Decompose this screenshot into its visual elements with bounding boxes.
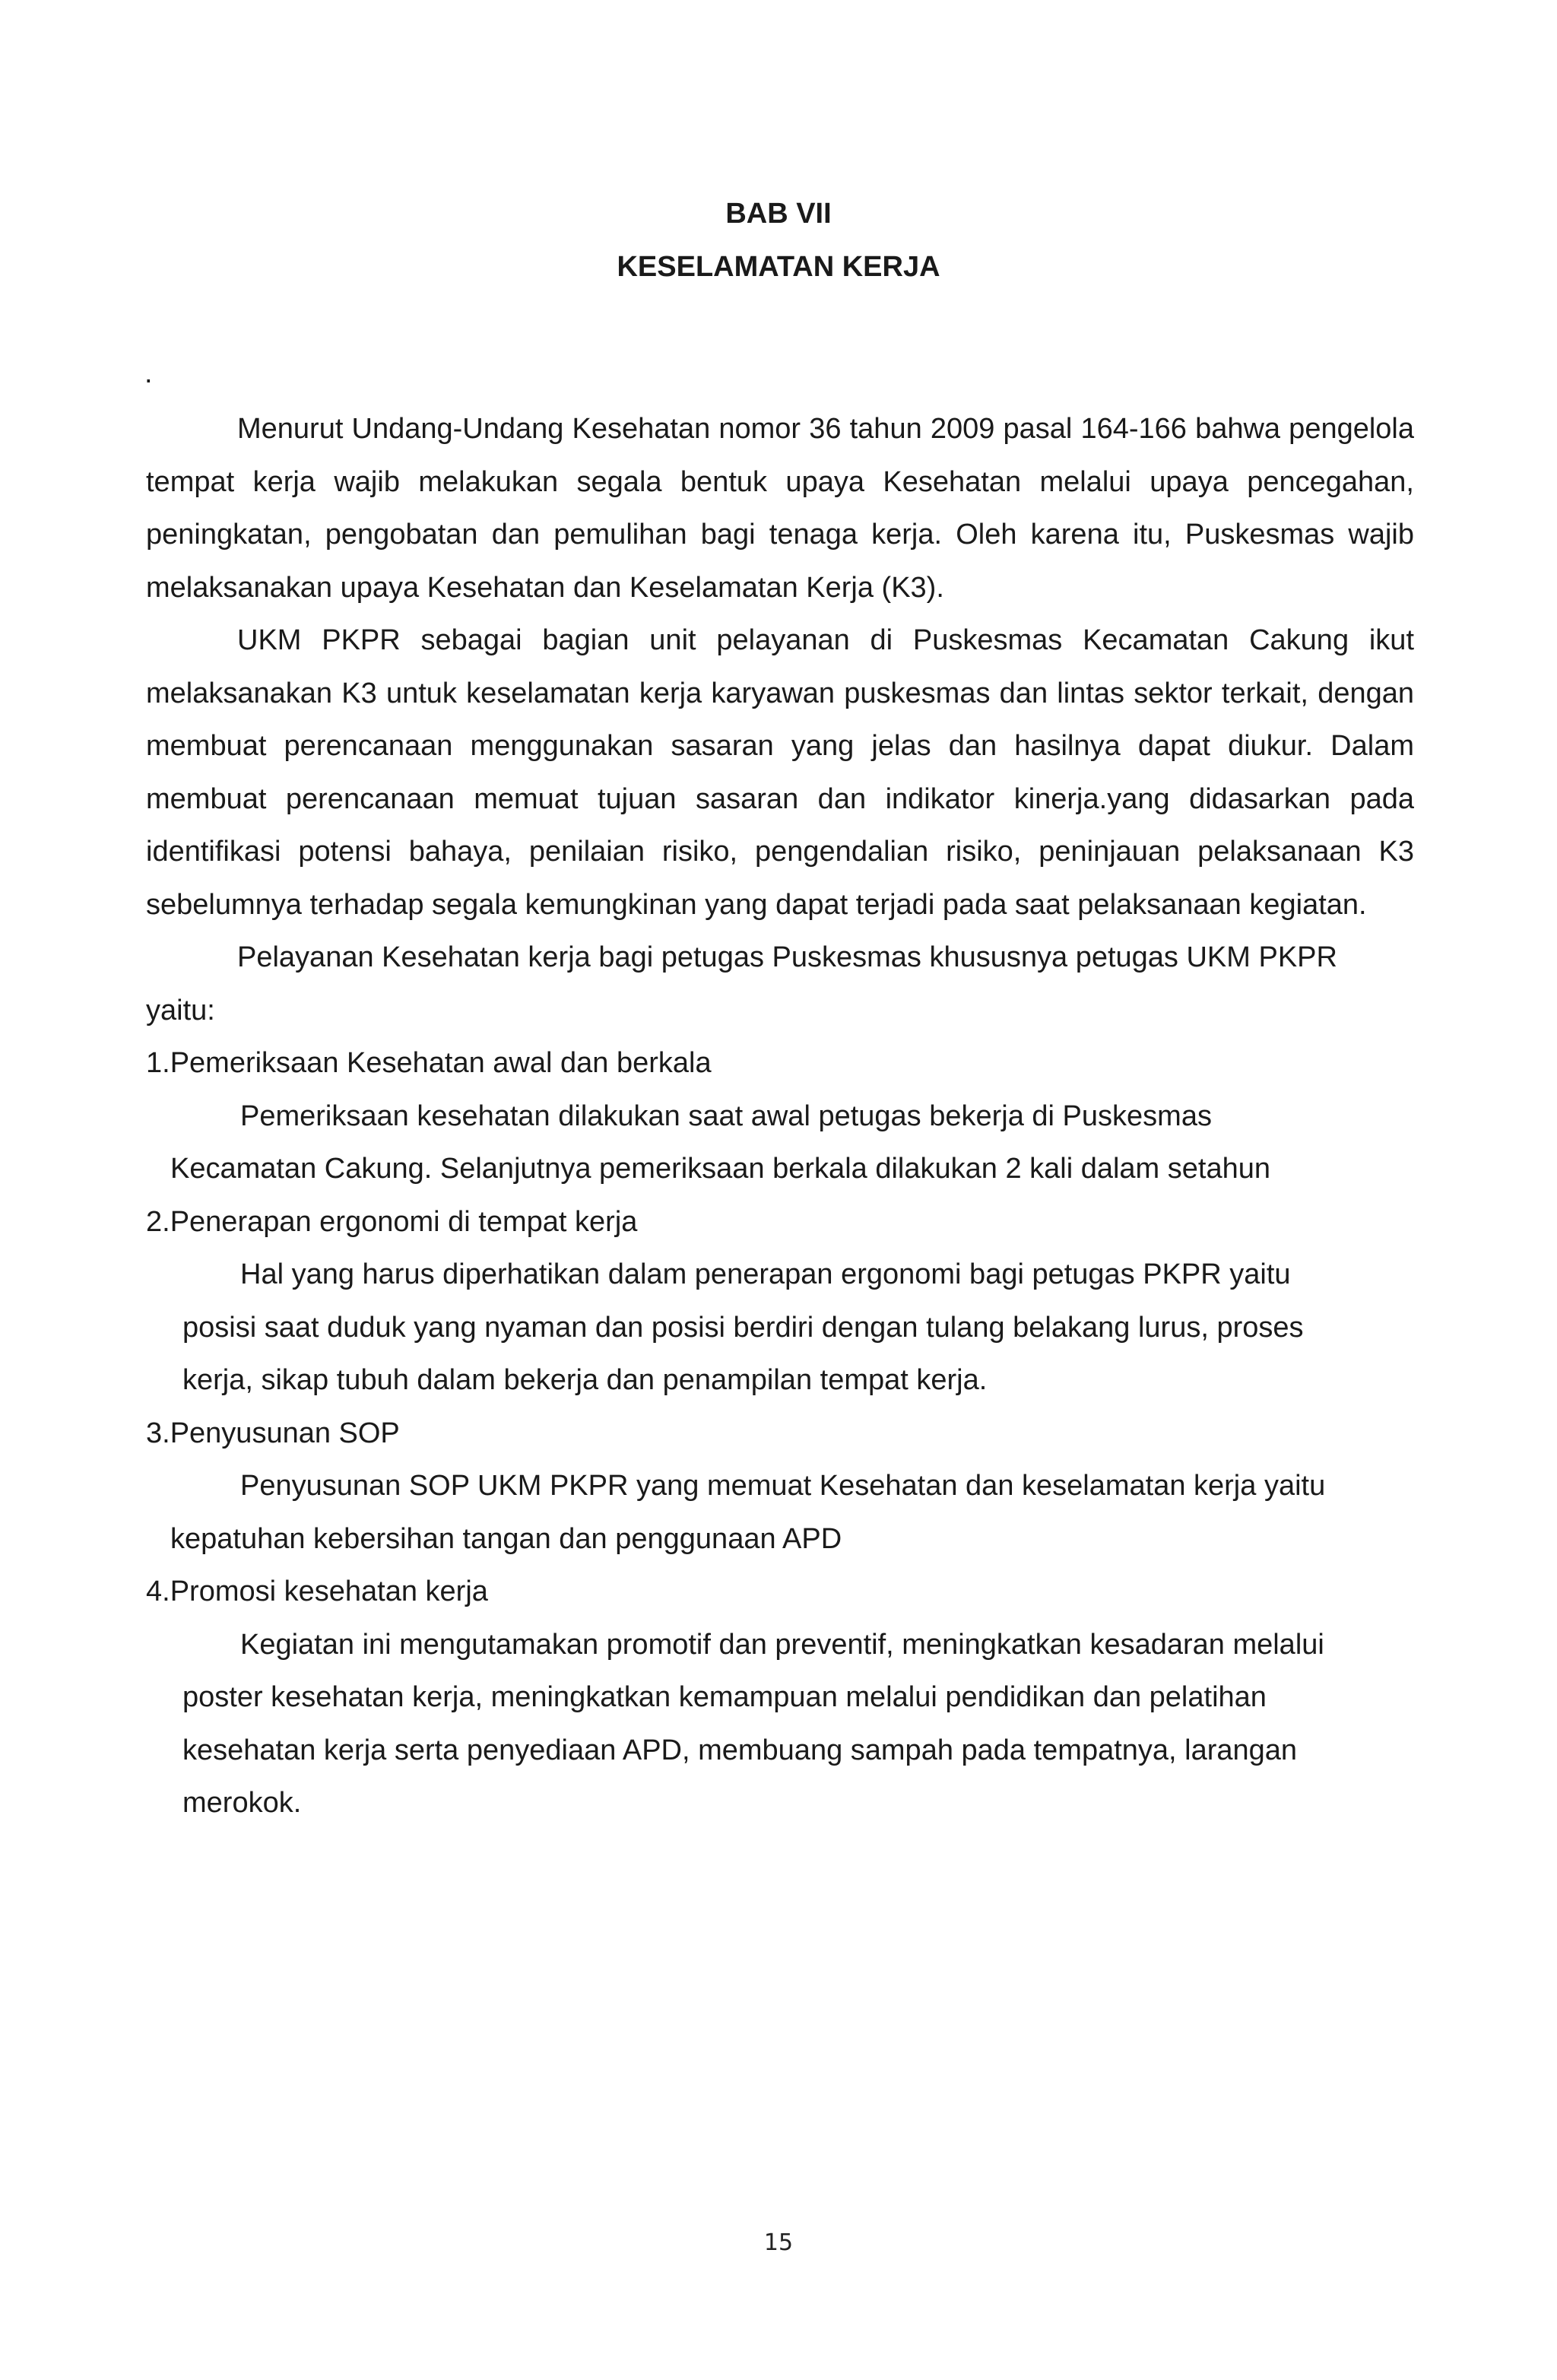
list-item: [146, 1037, 1414, 1196]
chapter-title: KESELAMATAN KERJA: [617, 251, 940, 283]
list-item-description: Hal yang harus diperhatikan dalam penerapan ergonomi bagi petugas PKPR yaitu posisi saat duduk yang nyaman dan posisi berdiri dengan tulang belakang lurus, proses kerja, sikap tubuh dalam bekerja dan penampilan tempat kerja.: [182, 1258, 1304, 1396]
list-item: [146, 1407, 1414, 1566]
list-item-title: 2.Penerapan ergonomi di tempat kerja: [146, 1205, 638, 1238]
list-item-title: 3.Penyusunan SOP: [146, 1417, 400, 1449]
paragraph-ukm-pkpr: UKM PKPR sebagai bagian unit pelayanan di Puskesmas Kecamatan Cakung ikut melaksanakan K3 untuk keselamatan kerja karyawan puskesmas dan lintas sektor terkait, dengan membuat perencanaan menggunakan sasaran yang jelas dan hasilnya dapat diukur. Dalam membuat perencanaan memuat tujuan sasaran dan indikator kinerja.yang didasarkan pada identifikasi potensi bahaya, penilaian risiko, pengendalian risiko, peninjauan pelaksanaan K3 sebelumnya terhadap segala kemungkinan yang dapat terjadi pada saat pelaksanaan kegiatan.: [146, 624, 1414, 921]
list-item: [146, 1196, 1414, 1407]
list-item-title: 4.Promosi kesehatan kerja: [146, 1576, 488, 1607]
page-number: 15: [763, 2229, 794, 2256]
paragraph-intro: Menurut Undang-Undang Kesehatan nomor 36 tahun 2009 pasal 164-166 bahwa pengelola tempat kerja wajib melakukan segala bentuk upaya Kesehatan melalui upaya pencegahan, peningkatan, pengobatan dan pemulihan bagi tenaga kerja. Oleh karena itu, Puskesmas wajib melaksanakan upaya Kesehatan dan Keselamatan Kerja (K3).: [146, 413, 1414, 604]
list-item-description: Pemeriksaan kesehatan dilakukan saat awal petugas bekerja di Puskesmas Kecamatan Cakung. Selanjutnya pemeriksaan berkala dilakukan 2 kali dalam setahun: [170, 1100, 1270, 1185]
stray-mark: .: [144, 357, 153, 389]
chapter-number: BAB VII: [725, 198, 832, 230]
list-item: [146, 1566, 1414, 1830]
list-item-description: Penyusunan SOP UKM PKPR yang memuat Kesehatan dan keselamatan kerja yaitu kepatuhan kebersihan tangan dan penggunaan APD: [170, 1470, 1326, 1555]
list-item-title: 1.Pemeriksaan Kesehatan awal dan berkala: [146, 1047, 712, 1079]
list-item-description: Kegiatan ini mengutamakan promotif dan preventif, meningkatkan kesadaran melalui poster kesehatan kerja, meningkatkan kemampuan melalui pendidikan dan pelatihan kesehatan kerja serta penyediaan APD, membuang sampah pada tempatnya, larangan merokok.: [182, 1628, 1324, 1819]
document-body: [146, 403, 1414, 1830]
paragraph-services: Pelayanan Kesehatan kerja bagi petugas Puskesmas khususnya petugas UKM PKPR yaitu:: [146, 941, 1337, 1027]
